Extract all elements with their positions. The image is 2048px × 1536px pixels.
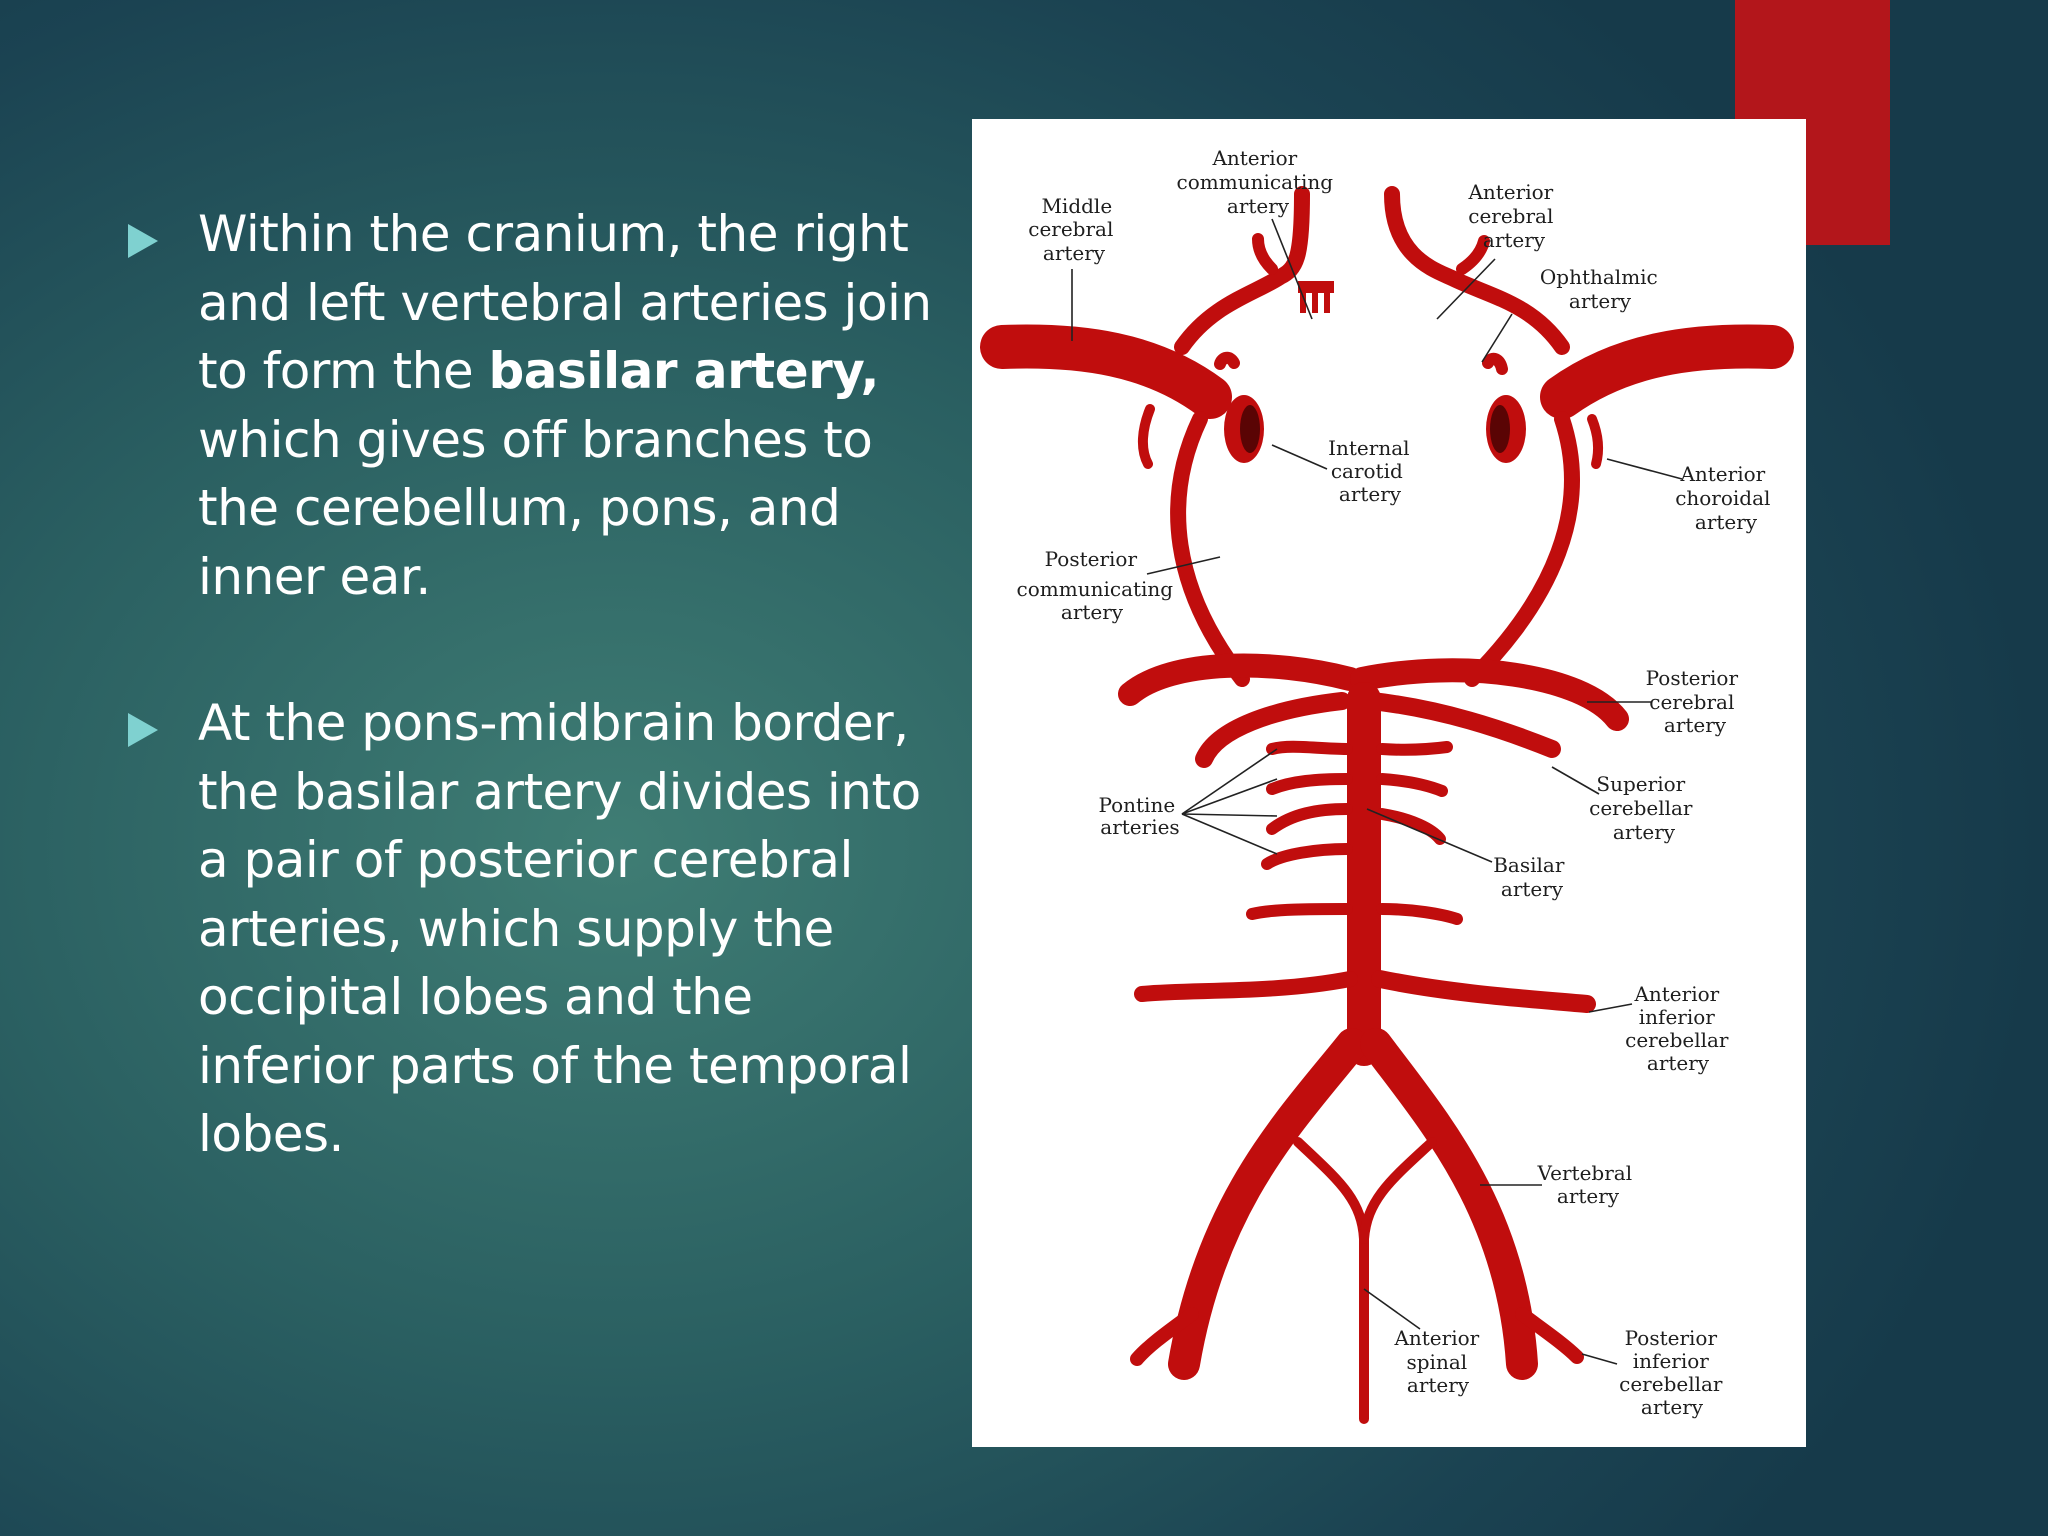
superior-cerebellar-artery-right bbox=[1372, 701, 1552, 749]
label-vertebral: Vertebral artery bbox=[1537, 1161, 1633, 1208]
posterior-communicating-artery-right bbox=[1472, 419, 1572, 679]
label-posterior-inferior-cerebellar: Posterior inferior cerebellar artery bbox=[1619, 1326, 1723, 1419]
bullet-list bbox=[128, 200, 948, 1169]
anterior-inferior-cerebellar-artery-left bbox=[1142, 979, 1350, 994]
label-anterior-communicating: Anterior communicating artery bbox=[1176, 146, 1334, 218]
anterior-choroidal-artery-right bbox=[1592, 419, 1598, 464]
label-internal-carotid: Internal carotid artery bbox=[1328, 436, 1410, 506]
arteries-figure bbox=[972, 119, 1806, 1447]
posterior-communicating-artery-left bbox=[1178, 419, 1242, 679]
middle-cerebral-artery-right bbox=[1562, 347, 1772, 397]
label-anterior-spinal: Anterior spinal artery bbox=[1394, 1326, 1480, 1397]
ophthalmic-artery-left bbox=[1220, 358, 1234, 364]
bullet-bold-term: basilar artery, bbox=[488, 342, 879, 400]
vertebral-artery-right bbox=[1376, 1044, 1522, 1364]
bullet-text: At the pons-midbrain border, the basilar artery divides into a pair of posterior cerebral arteries, which supply the occipital lobes and the inferior parts of the temporal lobes. bbox=[198, 694, 921, 1163]
label-basilar: Basilar artery bbox=[1493, 853, 1565, 901]
label-middle-cerebral: Middle cerebral artery bbox=[1028, 194, 1114, 265]
vertebral-artery-left bbox=[1184, 1044, 1352, 1364]
anterior-cerebral-artery-branch bbox=[1462, 241, 1484, 269]
label-posterior-cerebral: Posterior cerebral artery bbox=[1645, 666, 1739, 737]
bullet-text-part: which gives off branches to the cerebellum, pons, and inner ear. bbox=[198, 410, 873, 606]
anterior-inferior-cerebellar-artery-right bbox=[1380, 979, 1587, 1004]
label-superior-cerebellar: Superior cerebellar artery bbox=[1589, 772, 1693, 844]
internal-carotid-lumen bbox=[1240, 405, 1260, 453]
bullet-item bbox=[128, 200, 948, 611]
bullet-item bbox=[128, 689, 948, 1169]
label-ophthalmic: Ophthalmic artery bbox=[1539, 265, 1658, 313]
triangle-bullet-icon bbox=[128, 224, 158, 258]
label-anterior-cerebral: Anterior cerebral artery bbox=[1468, 180, 1554, 252]
label-anterior-choroidal: Anterior choroidal artery bbox=[1675, 462, 1771, 534]
internal-carotid-lumen bbox=[1490, 405, 1510, 453]
bullet-text-part: Within the cranium, the right and left vertebral arteries join to form the bbox=[198, 205, 932, 400]
ophthalmic-artery-right bbox=[1488, 359, 1502, 369]
arterial-circle-diagram bbox=[972, 119, 1806, 1447]
label-pontine: Pontine arteries bbox=[1098, 793, 1180, 839]
bullet-text bbox=[198, 200, 940, 611]
anterior-choroidal-artery-left bbox=[1143, 409, 1150, 464]
label-anterior-inferior-cerebellar: Anterior inferior cerebellar artery bbox=[1625, 982, 1729, 1075]
triangle-bullet-icon bbox=[128, 713, 158, 747]
anterior-spinal-artery bbox=[1298, 1142, 1364, 1419]
label-posterior-communicating: Posterior communicating artery bbox=[1016, 547, 1174, 624]
anterior-spinal-artery-branch bbox=[1364, 1142, 1432, 1239]
anterior-cerebral-artery-branch bbox=[1258, 239, 1272, 269]
